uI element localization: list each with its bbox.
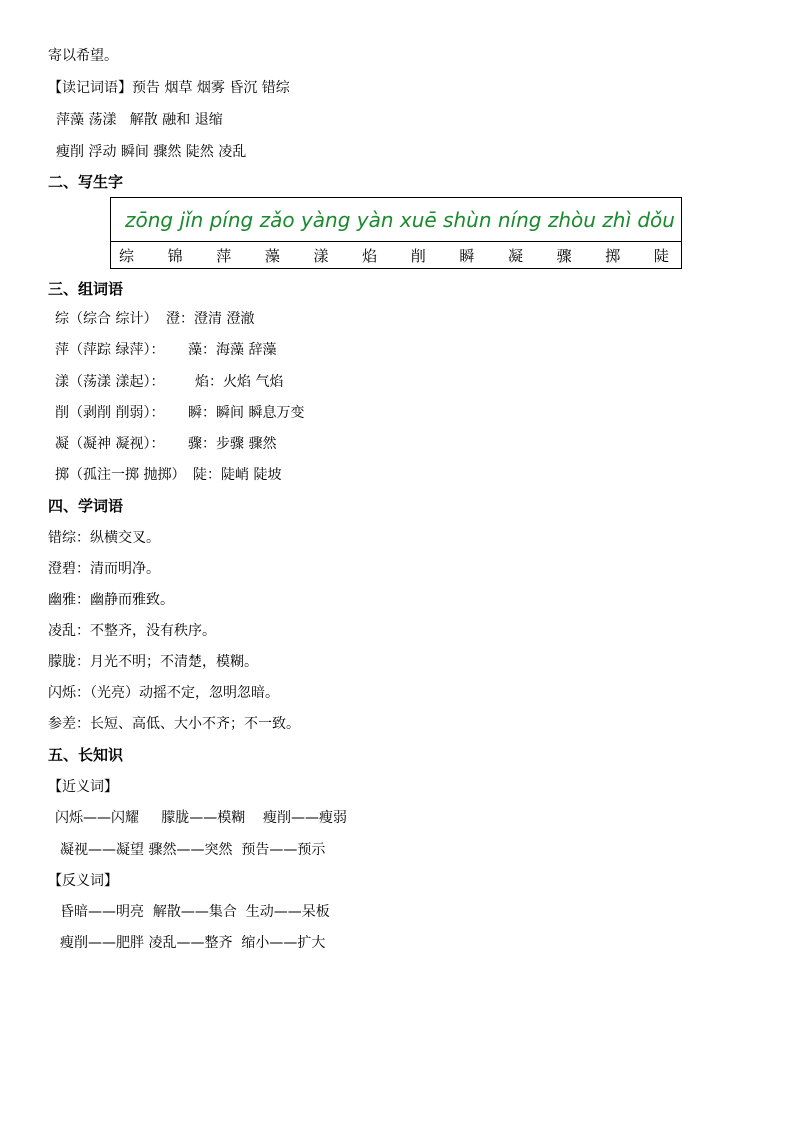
compose-row-left: 掷（孤注一掷 抛掷）: [55, 467, 186, 483]
compose-row-right: 陡：陡峭 陡坡: [193, 467, 282, 483]
antonyms-label: 【反义词】: [48, 873, 118, 889]
compose-row-left: 漾（荡漾 漾起）：: [55, 374, 165, 390]
synonyms-label: 【近义词】: [48, 779, 118, 795]
character-cell: 陡: [653, 247, 669, 265]
definition-item: 凌乱：不整齐，没有秩序。: [48, 623, 216, 639]
character-table: [110, 197, 682, 269]
section-heading-compose: 三、组词语: [48, 280, 124, 298]
definition-item: 错综：纵横交叉。: [48, 530, 160, 546]
section-heading-learn: 四、学词语: [48, 497, 124, 515]
character-cell: 瞬: [459, 247, 475, 265]
character-cell: 骤: [556, 247, 572, 265]
compose-row-left: 萍（萍踪 绿萍）：: [55, 342, 165, 358]
reading-words-line-3: 瘦削 浮动 瞬间 骤然 陡然 凌乱: [56, 144, 247, 160]
character-row: [111, 242, 681, 269]
definition-item: 参差：长短、高低、大小不齐；不一致。: [48, 716, 300, 732]
definition-item: 澄碧：清而明净。: [48, 561, 160, 577]
definition-item: 闪烁：（光亮）动摇不定，忽明忽暗。: [48, 685, 279, 701]
compose-row-left: 削（剥削 削弱）：: [55, 405, 165, 421]
character-cell: 萍: [216, 247, 232, 265]
character-cell: 漾: [313, 247, 329, 265]
character-cell: 凝: [508, 247, 524, 265]
compose-row-right: 藻：海藻 辞藻: [188, 342, 277, 358]
intro-line: 寄以希望。: [48, 48, 118, 64]
compose-row-left: 凝（凝神 凝视）：: [55, 436, 165, 452]
definition-item: 朦胧：月光不明；不清楚，模糊。: [48, 654, 258, 670]
pinyin-row: zōng jǐn píng zǎo yàng yàn xuē shùn níng zhòu zhì dǒu: [125, 208, 675, 232]
character-cell: 综: [119, 247, 135, 265]
antonyms-line-2: 瘦削——肥胖 凌乱——整齐 缩小——扩大: [60, 935, 326, 951]
section-heading-write: 二、写生字: [48, 173, 124, 191]
character-cell: 焰: [362, 247, 378, 265]
definition-item: 幽雅：幽静而雅致。: [48, 592, 174, 608]
reading-words-line-2: 萍藻 荡漾 解散 融和 退缩: [56, 112, 223, 128]
synonyms-line-2: 凝视——凝望 骤然——突然 预告——预示: [60, 842, 326, 858]
compose-row-left: 综（综合 综计）: [55, 311, 158, 327]
synonyms-line-1: 闪烁——闪耀 朦胧——模糊 瘦削——瘦弱: [55, 810, 348, 826]
section-heading-knowledge: 五、长知识: [48, 746, 124, 764]
reading-words-line-1: 【读记词语】预告 烟草 烟雾 昏沉 错综: [48, 80, 290, 96]
compose-row-right: 焰：火焰 气焰: [195, 374, 284, 390]
character-cell: 藻: [264, 247, 280, 265]
character-cell: 削: [410, 247, 426, 265]
antonyms-line-1: 昏暗——明亮 解散——集合 生动——呆板: [60, 904, 330, 920]
character-cell: 掷: [605, 247, 621, 265]
compose-row-right: 澄：澄清 澄澈: [166, 311, 255, 327]
compose-row-right: 瞬：瞬间 瞬息万变: [188, 405, 305, 421]
character-cell: 锦: [167, 247, 183, 265]
compose-row-right: 骤：步骤 骤然: [188, 436, 277, 452]
